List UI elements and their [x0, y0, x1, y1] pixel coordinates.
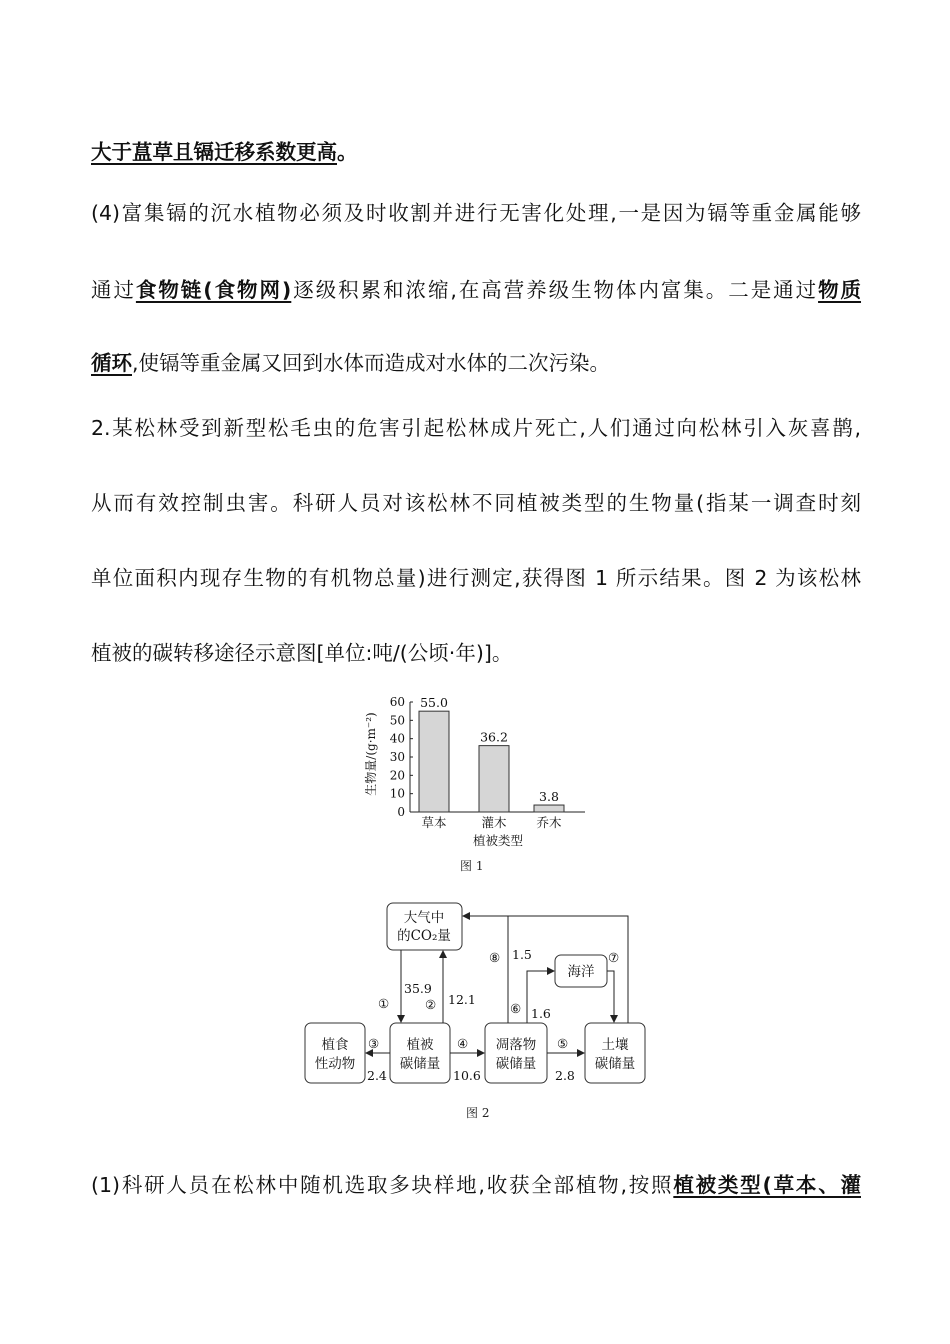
question-line-1: 2.某松林受到新型松毛虫的危害引起松林成片死亡,人们通过向松林引入灰喜鹊, — [91, 416, 861, 440]
answer-cycle: 循环 — [91, 351, 132, 375]
litter-line-1: 凋落物 — [495, 1037, 537, 1053]
edge-8-num: ⑧ — [489, 950, 501, 965]
herb-line-1: 植食 — [321, 1037, 349, 1053]
veg-line-1: 植被 — [406, 1037, 434, 1053]
veg-line-2: 碳储量 — [399, 1056, 441, 1072]
soil-line-1: 土壤 — [601, 1037, 629, 1053]
bar-1 — [419, 711, 449, 812]
node-litter — [485, 1023, 547, 1083]
edge-5-val: 2.8 — [555, 1068, 575, 1083]
y-tick-label: 30 — [389, 750, 405, 764]
answer-line-1 — [91, 137, 861, 167]
x-tick-label: 草本 — [421, 815, 447, 830]
answer-food-chain: 食物链(食物网) — [135, 278, 292, 302]
atm-line-2: 的CO₂量 — [397, 928, 451, 944]
sub-question-line — [91, 1170, 861, 1200]
edge-3-num: ③ — [368, 1036, 380, 1051]
node-soil — [585, 1023, 645, 1083]
edge-1-num: ① — [378, 996, 390, 1011]
bar-value-label: 55.0 — [420, 695, 448, 711]
soil-line-2: 碳储量 — [594, 1056, 636, 1072]
answer-period: 。 — [337, 140, 358, 164]
bar-value-label: 3.8 — [539, 789, 559, 805]
litter-line-2: 碳储量 — [495, 1056, 537, 1072]
herb-line-2: 性动物 — [314, 1056, 356, 1072]
edge-2-val: 12.1 — [448, 992, 476, 1007]
question-line-3: 单位面积内现存生物的有机物总量)进行测定,获得图 1 所示结果。图 2 为该松林 — [91, 566, 861, 590]
answer-line-2: (4)富集镉的沉水植物必须及时收割并进行无害化处理,一是因为镉等重金属能够 — [91, 201, 861, 225]
node-vegetation — [390, 1023, 450, 1083]
x-tick-label: 灌木 — [481, 815, 507, 830]
bar-value-label: 36.2 — [480, 729, 508, 745]
atm-line-1: 大气中 — [403, 910, 445, 926]
edge-2-num: ② — [425, 997, 437, 1012]
edge-5-num: ⑤ — [557, 1036, 569, 1051]
x-tick-label: 乔木 — [536, 815, 562, 830]
edge-8-val: 1.5 — [512, 947, 532, 962]
question-line-2: 从而有效控制虫害。科研人员对该松林不同植被类型的生物量(指某一调查时刻 — [91, 491, 861, 515]
answer-material: 物质 — [818, 278, 862, 302]
edge-6-val: 1.6 — [531, 1006, 551, 1021]
y-axis-label: 生物量/(g·m⁻²) — [364, 712, 378, 796]
figure-1-caption: 图 1 — [460, 859, 484, 873]
answer-line-3 — [91, 275, 861, 305]
carbon-flow-diagram — [300, 900, 655, 1095]
bar-2 — [479, 746, 509, 812]
edge-4-num: ④ — [457, 1036, 469, 1051]
y-tick-label: 60 — [389, 695, 405, 709]
answer-veg-type: 植被类型(草本、灌 — [673, 1173, 861, 1197]
y-tick-label: 40 — [389, 731, 405, 746]
answer-bold-1: 大于蒀草且镉迁移系数更高 — [91, 140, 337, 164]
bar-chart — [355, 690, 595, 855]
text-span: 通过 — [91, 278, 136, 302]
edge-4-val: 10.6 — [453, 1068, 481, 1083]
y-tick-label: 20 — [389, 768, 405, 783]
ocean-label: 海洋 — [567, 964, 595, 980]
x-axis-label: 植被类型 — [472, 833, 524, 848]
edge-6-num: ⑥ — [510, 1001, 522, 1016]
edge-7-num: ⑦ — [608, 950, 620, 965]
answer-line-4 — [91, 348, 861, 378]
y-tick-label: 50 — [389, 713, 405, 728]
edge-1-val: 35.9 — [404, 981, 432, 996]
bar-3 — [534, 805, 564, 812]
text-span: 逐级积累和浓缩,在高营养级生物体内富集。二是通过 — [291, 278, 819, 302]
question-line-4: 植被的碳转移途径示意图[单位:吨/(公顷·年)]。 — [91, 641, 513, 665]
y-tick-label: 10 — [389, 786, 405, 801]
figure-2-caption: 图 2 — [466, 1106, 490, 1120]
text-span: ,使镉等重金属又回到水体而造成对水体的二次污染。 — [132, 351, 611, 375]
arrow-ocean-soil — [607, 971, 614, 1022]
node-herbivore — [305, 1023, 365, 1083]
y-tick-label: 0 — [397, 805, 405, 819]
edge-3-val: 2.4 — [367, 1068, 387, 1083]
text-span: (1)科研人员在松林中随机选取多块样地,收获全部植物,按照 — [91, 1173, 674, 1197]
